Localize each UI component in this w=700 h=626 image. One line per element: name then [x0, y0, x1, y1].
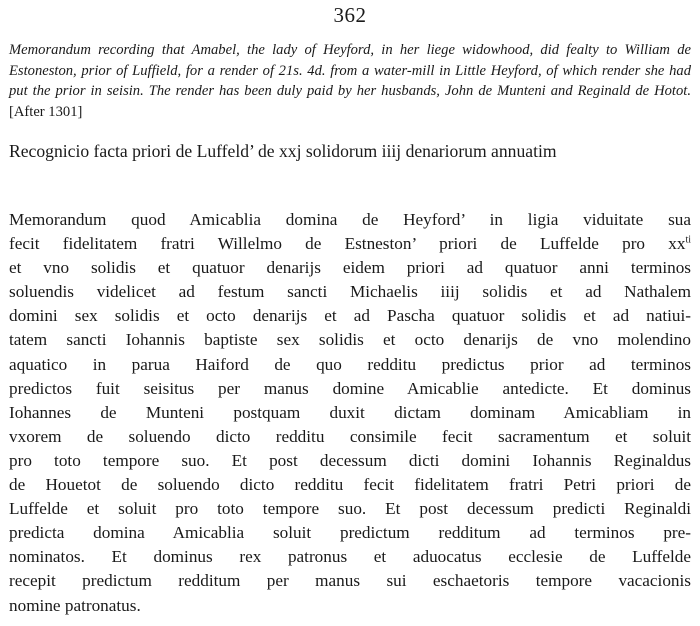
summary-date: [After 1301]	[9, 103, 83, 120]
body-line: predictos fuit seisitus per manus domine Amicablie antedicte. Et dominus	[9, 378, 691, 398]
body-line: predicta domina Amicablia soluit predictum redditum ad terminos pre-	[9, 523, 691, 543]
body-line: Iohannes de Munteni postquam duxit dictam dominam Amicabliam in	[9, 402, 691, 422]
body-line	[9, 232, 691, 256]
body-line: et vno solidis et quatuor denarijs eidem priori ad quatuor anni terminos	[9, 258, 691, 278]
body-line: aquatico in parua Haiford de quo redditu predictus prior ad terminos	[9, 354, 691, 374]
body-line: soluendis videlicet ad festum sancti Michaelis iiij solidis et ad Nathalem	[9, 282, 691, 302]
body-line: nominatos. Et dominus rex patronus et aduocatus ecclesie de Luffelde	[9, 547, 691, 567]
body-line: Memorandum quod Amicablia domina de Heyford’ in ligia viduitate sua	[9, 210, 691, 229]
body-line: pro toto tempore suo. Et post decessum dicti domini Iohannis Reginaldus	[9, 450, 691, 470]
body-line: domini sex solidis et octo denarijs et ad Pascha quatuor solidis et ad natiui-	[9, 306, 691, 326]
document-body	[9, 208, 691, 618]
body-line: de Houetot de soluendo dicto redditu fecit fidelitatem fratri Petri priori de	[9, 475, 691, 495]
body-line: recepit predictum redditum per manus sui eschaetoris tempore vacacionis	[9, 571, 691, 591]
body-line: nomine patronatus.	[9, 595, 141, 615]
superscript-abbreviation: ti	[685, 234, 691, 246]
page-number: 362	[333, 3, 367, 27]
document-heading: Recognicio facta priori de Luffeld’ de xxj solidorum iiij denariorum annuatim	[9, 141, 557, 161]
body-line: vxorem de soluendo dicto redditu consimile fecit sacramentum et soluit	[9, 426, 691, 446]
editorial-summary	[9, 40, 691, 122]
body-line: tatem sancti Iohannis baptiste sex solidis et octo denarijs de vno molendino	[9, 330, 691, 350]
body-line-text: fecit fidelitatem fratri Willelmo de Estneston’ priori de Luffelde pro xx	[9, 234, 686, 254]
body-line: Luffelde et soluit pro toto tempore suo. Et post decessum predicti Reginaldi	[9, 499, 691, 519]
summary-italic-text: Memorandum recording that Amabel, the lady of Heyford, in her liege widowhood, did fealty to William de Estoneston, prior of Luffield, for a render of 21s. 4d. from a water-mill in Little Heyford, of which render she had put the prior in seisin. The render has been duly paid by her husbands, John de Munteni and Reginald de Hotot.	[9, 42, 691, 99]
